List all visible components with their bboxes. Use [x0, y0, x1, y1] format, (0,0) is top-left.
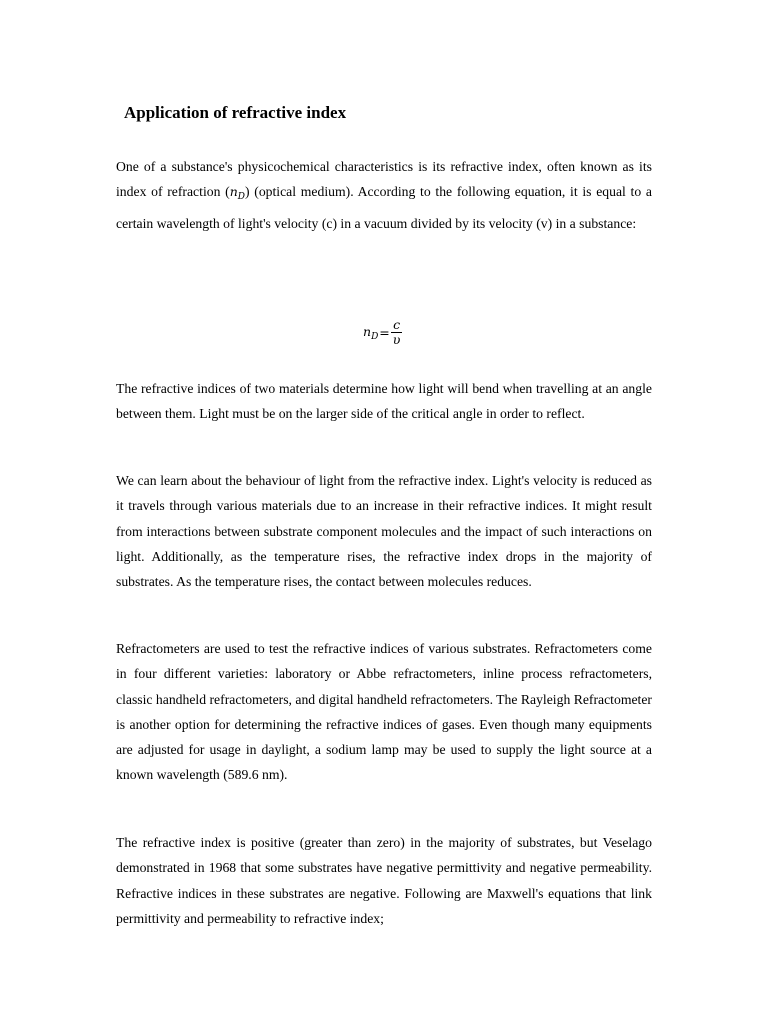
paragraph-critical-angle: The refractive indices of two materials determine how light will bend when travelling at an angle between them. Light must be on the larger side of the critical angle in order to reflect. [116, 381, 652, 422]
equation-subscript: D [371, 331, 379, 342]
equation-fraction [391, 318, 403, 347]
equation-symbol-n: n [363, 323, 372, 339]
paragraph-definition [116, 154, 652, 236]
fraction-denominator: υ [392, 332, 401, 347]
fraction-numerator: c [393, 317, 401, 332]
paragraph-text: One of a substance's physicochemical characteristics is its refractive index, often known as its index of refraction ( [116, 159, 652, 200]
paragraph-negative-index: The refractive index is positive (greater than zero) in the majority of substrates, but Veselago demonstrated in 1968 that some substrates have negative permittivity and negative permeability. Refractive indices in these substrates are negative. Following are Maxwell's equations that link permittivity and permeability to refractive index; [116, 835, 652, 926]
paragraph-light-behaviour: We can learn about the behaviour of light from the refractive index. Light's velocity is reduced as it travels through various materials due to an increase in their refractive indices. It might result from interactions between substrate component molecules and the impact of such interactions on light. Additionally, as the temperature rises, the refractive index drops in the majority of substrates. As the temperature rises, the contact between molecules reduces. [116, 473, 652, 590]
paragraph-text: ) (optical medium). According to the following equation, it is equal to a certain wavelength of light's velocity (c) in a vacuum divided by its velocity (v) in a substance: [116, 184, 652, 231]
equals-sign: = [379, 325, 390, 340]
paragraph-refractometers: Refractometers are used to test the refractive indices of various substrates. Refractometers come in four different varieties: laboratory or Abbe refractometers, inline process refractometers, classic handheld refractometers, and digital handheld refractometers. The Rayleigh Refractometer is another option for determining the refractive indices of gases. Even though many equipments are adjusted for usage in daylight, a sodium lamp may be used to supply the light source at a known wavelength (589.6 nm). [116, 641, 652, 783]
equation-lhs [363, 324, 378, 342]
symbol-n: n [229, 184, 238, 200]
refractive-index-symbol [229, 184, 245, 203]
section-heading: Application of refractive index [124, 103, 347, 122]
refractive-index-equation [363, 318, 402, 347]
symbol-subscript: D [237, 192, 245, 203]
